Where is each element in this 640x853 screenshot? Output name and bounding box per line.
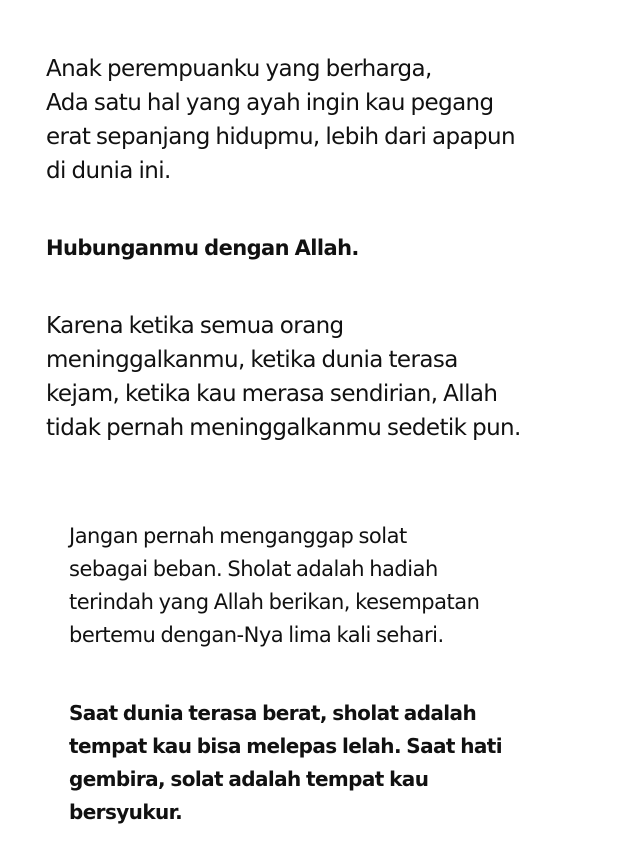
text-line: gembira, solat adalah tempat kau: [69, 767, 429, 791]
text-line: Saat dunia terasa berat, sholat adalah: [69, 701, 477, 725]
text-line: tidak pernah meninggalkanmu sedetik pun.: [46, 415, 521, 441]
text-line: bertemu dengan-Nya lima kali sehari.: [69, 623, 444, 647]
text-line: Anak perempuanku yang berharga,: [46, 56, 432, 82]
heading-text: Hubunganmu dengan Allah.: [46, 236, 359, 260]
text-line: meninggalkanmu, ketika dunia terasa: [46, 347, 458, 373]
text-line: Karena ketika semua orang: [46, 313, 344, 339]
bold-heading: [46, 231, 359, 265]
opening-paragraph: [46, 52, 515, 188]
text-line: tempat kau bisa melepas lelah. Saat hati: [69, 734, 502, 758]
text-line: bersyukur.: [69, 800, 183, 824]
text-line: sebagai beban. Sholat adalah hadiah: [69, 557, 438, 581]
text-line: Jangan pernah menganggap solat: [69, 524, 407, 548]
fourth-paragraph-bold: [69, 697, 502, 829]
second-paragraph: [46, 309, 521, 445]
third-paragraph: [69, 520, 479, 652]
text-line: erat sepanjang hidupmu, lebih dari apapun: [46, 124, 515, 150]
text-line: terindah yang Allah berikan, kesempatan: [69, 590, 480, 614]
text-line: Ada satu hal yang ayah ingin kau pegang: [46, 90, 494, 116]
text-line: kejam, ketika kau merasa sendirian, Allah: [46, 381, 498, 407]
text-line: di dunia ini.: [46, 158, 171, 184]
